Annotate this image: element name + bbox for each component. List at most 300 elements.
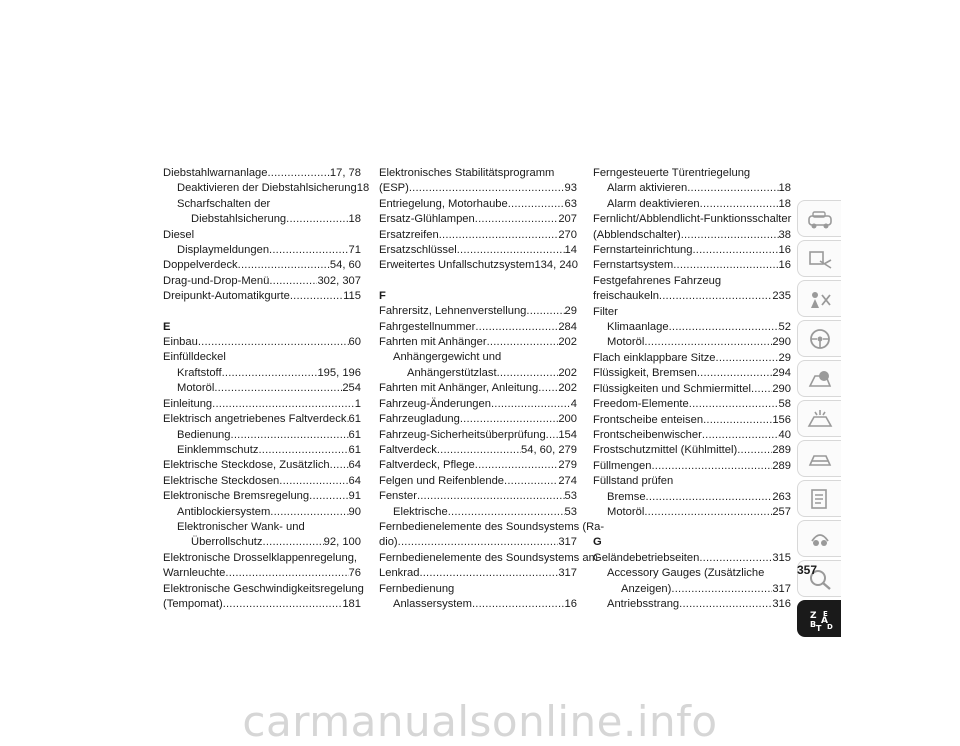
index-entry <box>163 258 361 273</box>
index-entry-page: 16 <box>778 259 791 272</box>
index-section-letter: E <box>163 320 171 333</box>
index-entry-heading: Elektronisches Stabilitätsprogramm <box>379 167 555 179</box>
index-entry-label: Alarm deaktivieren <box>607 197 700 210</box>
index-entry-heading: Festgefahrenes Fahrzeug <box>593 274 722 287</box>
index-entry-page: 317 <box>558 567 577 580</box>
index-entry <box>379 258 577 273</box>
chapter-tab[interactable] <box>797 200 841 237</box>
index-entry-page: 90 <box>348 505 361 518</box>
index-entry-label: Ersatzschlüssel <box>379 244 457 257</box>
index-section-letter: F <box>379 289 386 302</box>
index-entry-label: Frontscheibenwischer <box>593 428 702 441</box>
index-entry <box>593 428 791 443</box>
instrument-cluster-icon <box>806 247 834 271</box>
index-entry-label: (ESP) <box>379 182 409 195</box>
index-entry-label: Fahrzeug-Änderungen <box>379 397 491 410</box>
index-entry-label: Fenster <box>379 490 417 503</box>
dot-leader <box>644 505 772 520</box>
index-entry-heading: Füllstand prüfen <box>593 475 674 488</box>
dot-leader <box>290 289 343 304</box>
index-entry <box>379 366 577 381</box>
dot-leader <box>679 597 772 612</box>
index-entry-label: Bedienung <box>177 428 231 441</box>
index-entry <box>379 304 577 319</box>
index-entry-page: 202 <box>558 366 577 379</box>
dot-leader <box>737 443 772 458</box>
index-entry-label: Flüssigkeiten und Schmiermittel <box>593 382 751 395</box>
index-entry-page: 71 <box>348 244 361 257</box>
dot-leader <box>225 566 348 581</box>
index-entry <box>163 243 361 258</box>
index-entry <box>379 458 577 473</box>
index-entry-label: Motoröl <box>177 382 215 395</box>
index-entry <box>379 243 577 258</box>
index-entry-page: 181 <box>342 597 361 610</box>
chapter-tab[interactable] <box>797 360 841 397</box>
index-entry-label: Diebstahlsicherung <box>191 213 287 226</box>
index-entry-label: Alarm aktivieren <box>607 182 688 195</box>
index-entry-label: Drag-und-Drop-Menü <box>163 274 270 287</box>
index-entry-page: 63 <box>564 197 577 210</box>
index-entry-page: 274 <box>558 474 577 487</box>
dot-leader <box>198 335 349 350</box>
index-entry-page: 294 <box>772 367 791 380</box>
index-entry-page: 54, 60, 279 <box>521 443 577 456</box>
index-entry-heading: Filter <box>593 305 618 318</box>
index-entry-label: Fahrzeug-Sicherheitsüberprüfung <box>379 428 546 441</box>
index-entry-page: 115 <box>343 290 361 303</box>
dot-leader <box>279 474 348 489</box>
index-entry <box>163 366 361 381</box>
index-entry-page: 64 <box>348 474 361 487</box>
index-entry <box>593 320 791 335</box>
index-entry-label: Faltverdeck, Pflege <box>379 459 475 472</box>
index-entry-page: 38 <box>778 228 791 241</box>
index-entry-label: Deaktivieren der Diebstahlsicherung <box>177 182 357 195</box>
index-entry <box>379 197 577 212</box>
svg-text:A: A <box>820 615 828 626</box>
chapter-tab[interactable] <box>797 280 841 317</box>
index-entry-page: 91 <box>348 490 361 503</box>
multimedia-icon <box>806 527 834 551</box>
dot-leader <box>330 458 349 473</box>
index-entry-label: Füllmengen <box>593 459 652 472</box>
index-entry <box>593 228 791 243</box>
index-entry-label: freischaukeln <box>593 290 659 303</box>
index-entry-label: Fahrersitz, Lehnenverstellung <box>379 305 527 318</box>
chapter-tab[interactable] <box>797 240 841 277</box>
index-entry <box>379 489 577 504</box>
dot-leader <box>644 335 772 350</box>
index-entry-heading: Fernbedienelemente des Soundsystems (Ra- <box>379 520 605 533</box>
index-entry-page: 279 <box>558 459 577 472</box>
dot-leader <box>716 351 779 366</box>
dot-leader <box>439 228 559 243</box>
index-entry-page: 54, 60 <box>329 259 361 272</box>
watermark: carmanualsonline.info <box>242 697 718 746</box>
dot-leader <box>270 505 348 520</box>
index-entry-label: Fahrzeugladung <box>379 413 460 426</box>
index-entry-page: 40 <box>778 428 791 441</box>
index-entry <box>593 181 791 196</box>
index-entry <box>379 443 577 458</box>
index-entry <box>163 381 361 396</box>
index-entry-heading: Scharfschalten der <box>177 197 271 210</box>
index-entry-label: Freedom-Elemente <box>593 398 689 411</box>
index-entry-heading: Elektronische Drosselklappenregelung, <box>163 551 358 564</box>
index-entry-label: Fernstartsystem <box>593 259 674 272</box>
index-entry-page: 317 <box>558 536 577 549</box>
dot-leader <box>659 289 772 304</box>
index-entry-page: 93 <box>564 182 577 195</box>
chapter-tab[interactable] <box>797 320 841 357</box>
dot-leader <box>538 381 558 396</box>
index-entry-heading: Diesel <box>163 228 195 241</box>
index-entry-label: (Abblendschalter) <box>593 228 681 241</box>
index-entry-page: 289 <box>772 444 791 457</box>
index-entry-label: Anlassersystem <box>393 597 472 610</box>
index-entry-label: Felgen und Reifenblende <box>379 474 505 487</box>
dot-leader <box>526 304 564 319</box>
dot-leader <box>457 243 565 258</box>
index-entry-label: dio) <box>379 536 398 549</box>
safety-icon <box>806 367 834 391</box>
index-entry <box>163 335 361 350</box>
dot-leader <box>700 197 779 212</box>
index-entry-label: Elektrische <box>393 505 448 518</box>
index-entry <box>163 458 361 473</box>
index-entry-page: 257 <box>772 505 791 518</box>
index-entry-page: 29 <box>778 351 791 364</box>
dot-leader <box>681 228 779 243</box>
dot-leader <box>448 505 565 520</box>
index-entry-page: 202 <box>558 382 577 395</box>
index-entry <box>163 474 361 489</box>
index-entry-page: 16 <box>564 597 577 610</box>
index-entry-label: Fahrgestellnummer <box>379 320 476 333</box>
dot-leader <box>286 212 348 227</box>
index-entry-page: 18 <box>778 182 791 195</box>
index-entry-label: Displaymeldungen <box>177 244 270 257</box>
index-entry-page: 235 <box>772 290 791 303</box>
dot-leader <box>419 566 558 581</box>
index-entry-page: 316 <box>772 597 791 610</box>
index-entry-page: 207 <box>558 213 577 226</box>
index-entry <box>379 397 577 412</box>
index-entry-heading: Fernlicht/Abblendlicht-Funktionsschalter <box>593 213 792 226</box>
index-entry-heading: Ferngesteuerte Türentriegelung <box>593 167 751 179</box>
dot-leader <box>475 458 559 473</box>
index-entry-label: Dreipunkt-Automatikgurte <box>163 290 290 303</box>
index-entry-label: Motoröl <box>607 336 645 349</box>
index-entry <box>593 366 791 381</box>
dot-leader <box>472 597 565 612</box>
index-entry-page: 4 <box>570 397 577 410</box>
dot-leader <box>497 366 559 381</box>
index-entry-page: 61 <box>348 443 361 456</box>
chapter-tab[interactable] <box>797 480 841 517</box>
dot-leader <box>398 535 559 550</box>
index-entry-heading: Einfülldeckel <box>163 351 226 364</box>
index-entry-page: 154 <box>558 428 577 441</box>
index-entry-page: 53 <box>564 505 577 518</box>
index-entry <box>379 212 577 227</box>
index-entry-page: 17, 78 <box>329 167 361 179</box>
dot-leader <box>546 428 559 443</box>
index-entry-label: (Tempomat) <box>163 597 223 610</box>
index-entry <box>163 505 361 520</box>
dot-leader <box>703 413 772 428</box>
dot-leader <box>222 366 318 381</box>
index-entry-page: 202 <box>558 336 577 349</box>
index-entry <box>379 381 577 396</box>
index-entry-label: Antiblockiersystem <box>177 505 271 518</box>
index-entry-page: 76 <box>348 567 361 580</box>
index-entry-heading: Elektronische Geschwindigkeitsregelung <box>163 582 364 595</box>
index-entry-label: Flüssigkeit, Bremsen <box>593 367 697 380</box>
index-entry-page: 29 <box>564 305 577 318</box>
dot-leader <box>409 181 565 196</box>
index-entry <box>593 459 791 474</box>
svg-text:E: E <box>822 609 828 618</box>
index-entry <box>163 535 361 550</box>
index-entry <box>593 490 791 505</box>
index-entry-label: Frostschutzmittel (Kühlmittel) <box>593 444 738 457</box>
index-entry-page: 195, 196 <box>317 366 361 379</box>
index-entry <box>163 566 361 581</box>
index-entry-page: 18 <box>348 213 361 226</box>
index-entry-page: 317 <box>772 582 791 595</box>
chapter-tab[interactable] <box>797 400 841 437</box>
index-entry <box>379 320 577 335</box>
index-column-1 <box>163 166 370 612</box>
index-entry <box>593 505 791 520</box>
index-entry-label: Flach einklappbare Sitze <box>593 351 716 364</box>
index-entry <box>593 597 791 612</box>
index-entry <box>379 566 577 581</box>
index-entry-label: Bremse <box>607 490 646 503</box>
dot-leader <box>269 274 317 289</box>
index-entry-label: Überrollschutz <box>191 536 263 549</box>
index-entry <box>163 212 361 227</box>
dot-leader <box>263 535 324 550</box>
index-entry <box>379 181 577 196</box>
introduction-icon <box>806 207 834 231</box>
index-entry <box>379 228 577 243</box>
index-entry-page: 18 <box>778 197 791 210</box>
index-entry <box>593 351 791 366</box>
index-entry <box>163 181 370 196</box>
index-entry-page: 290 <box>772 336 791 349</box>
specifications-icon <box>806 487 834 511</box>
svg-text:Z: Z <box>809 610 817 621</box>
index-entry-page: 254 <box>342 382 361 395</box>
dot-leader <box>673 258 778 273</box>
index-entry-label: Elektrische Steckdose, Zusätzlich <box>163 459 330 472</box>
index-entry-label: Einbau <box>163 336 198 349</box>
index-entry-page: 58 <box>778 398 791 411</box>
index-entry-label: Erweitertes Unfallschutzsystem <box>379 259 535 272</box>
index-entry-label: Warnleuchte <box>163 567 226 580</box>
dot-leader <box>669 320 779 335</box>
index-entry <box>593 582 791 597</box>
dot-leader <box>751 382 772 397</box>
dot-leader <box>437 443 521 458</box>
dot-leader <box>697 366 772 381</box>
index-entry <box>163 443 361 458</box>
index-entry <box>379 535 577 550</box>
dot-leader <box>231 428 349 443</box>
index-entry <box>593 335 791 350</box>
chapter-tab[interactable] <box>797 600 841 637</box>
index-entry <box>379 505 577 520</box>
svg-text:T: T <box>815 623 821 631</box>
index-entry-page: 200 <box>558 413 577 426</box>
index-entry-heading: Fernbedienelemente des Soundsystems am <box>379 551 598 564</box>
index-entry-page: 284 <box>558 320 577 333</box>
index-entry-label: Kraftstoff <box>177 366 222 379</box>
index-entry <box>379 597 577 612</box>
index-entry-label: Diebstahlwarnanlage <box>163 167 268 179</box>
index-entry-label: Ersatzreifen <box>379 228 439 241</box>
index-entry-label: Motoröl <box>607 505 645 518</box>
dot-leader <box>309 489 348 504</box>
dot-leader <box>646 490 773 505</box>
index-entry-label: Doppelverdeck <box>163 259 238 272</box>
index-entry <box>163 597 361 612</box>
features-icon <box>806 287 834 311</box>
index-entry-heading: Accessory Gauges (Zusätzliche <box>607 567 765 580</box>
index-entry-heading: Elektronischer Wank- und <box>177 520 305 533</box>
index-entry <box>593 243 791 258</box>
dot-leader <box>689 397 779 412</box>
index-entry-label: Einklemmschutz <box>177 443 259 456</box>
index-entry-page: 61 <box>348 413 361 426</box>
dot-leader <box>504 474 558 489</box>
dot-leader <box>651 459 772 474</box>
chapter-tab[interactable] <box>797 440 841 477</box>
index-entry <box>163 428 361 443</box>
index-column-3 <box>593 166 791 612</box>
dot-leader <box>212 397 355 412</box>
index-entry-label: Anzeigen) <box>621 582 672 595</box>
dot-leader <box>223 597 343 612</box>
index-entry-page: 134, 240 <box>534 259 578 272</box>
dot-leader <box>508 197 565 212</box>
index-entry-page: 14 <box>564 244 577 257</box>
index-entry-label: Fahrten mit Anhänger, Anleitung <box>379 382 539 395</box>
index-entry-label: Antriebsstrang <box>607 597 680 610</box>
dot-leader <box>460 412 558 427</box>
index-entry-page: 156 <box>772 413 791 426</box>
index-entry-page: 315 <box>772 551 791 564</box>
index-entry-page: 16 <box>778 244 791 257</box>
index-entry <box>163 412 361 427</box>
svg-text:B: B <box>809 619 816 629</box>
index-entry-label: Ersatz-Glühlampen <box>379 213 475 226</box>
index-entry <box>593 397 791 412</box>
index-entry <box>163 489 361 504</box>
index-entry <box>379 335 577 350</box>
index-entry-label: Elektrisch angetriebenes Faltverdeck <box>163 413 347 426</box>
dot-leader <box>214 381 342 396</box>
index-entry <box>163 274 361 289</box>
index-entry-page: 18 <box>356 182 370 195</box>
index-entry-label: Anhängerstützlast <box>407 366 497 379</box>
index-entry-page: 64 <box>348 459 361 472</box>
index-entry-label: Elektrische Steckdosen <box>163 474 280 487</box>
index-entry-label: Fahrten mit Anhänger <box>379 336 487 349</box>
index-entry-label: Geländebetriebseiten <box>593 551 700 564</box>
dot-leader <box>699 551 772 566</box>
index-icon <box>806 607 834 631</box>
index-entry-page: 302, 307 <box>317 274 361 287</box>
dot-leader <box>238 258 330 273</box>
index-entry <box>593 443 791 458</box>
index-entry <box>379 412 577 427</box>
index-entry-label: Klimaanlage <box>607 321 669 334</box>
index-entry-label: Frontscheibe enteisen <box>593 413 704 426</box>
index-entry-heading: Anhängergewicht und <box>393 351 502 364</box>
index-entry-page: 61 <box>348 428 361 441</box>
dot-leader <box>475 320 558 335</box>
index-entry <box>593 258 791 273</box>
servicing-icon <box>806 447 834 471</box>
index-entry-page: 1 <box>354 397 361 410</box>
dot-leader <box>269 243 349 258</box>
index-entry <box>379 428 577 443</box>
dot-leader <box>687 181 778 196</box>
svg-text:D: D <box>826 622 833 631</box>
index-entry-page: 263 <box>772 490 791 503</box>
index-entry-label: Elektronische Bremsregelung <box>163 490 310 503</box>
driving-icon <box>806 327 834 351</box>
dot-leader <box>702 428 779 443</box>
dot-leader <box>267 166 329 181</box>
index-entry-page: 290 <box>772 382 791 395</box>
dot-leader <box>258 443 348 458</box>
index-entry-page: 60 <box>348 336 361 349</box>
index-entry-page: 289 <box>772 459 791 472</box>
emergency-icon <box>806 407 834 431</box>
page-number: 357 <box>797 563 818 577</box>
index-entry <box>593 382 791 397</box>
dot-leader <box>417 489 565 504</box>
dot-leader <box>693 243 779 258</box>
index-entry-page: 92, 100 <box>323 536 361 549</box>
index-entry <box>379 474 577 489</box>
index-section-letter: G <box>593 536 602 549</box>
dot-leader <box>491 397 571 412</box>
index-entry-page: 270 <box>558 228 577 241</box>
chapter-tab[interactable] <box>797 520 841 557</box>
index-entry-page: 53 <box>564 490 577 503</box>
index-entry <box>163 166 361 181</box>
index-entry <box>593 289 791 304</box>
index-entry-label: Entriegelung, Motorhaube <box>379 197 508 210</box>
index-entry-label: Faltverdeck <box>379 443 437 456</box>
index-entry <box>163 397 361 412</box>
dot-leader <box>671 582 772 597</box>
index-entry <box>593 413 791 428</box>
index-entry <box>593 551 791 566</box>
index-entry-label: Lenkrad <box>379 567 420 580</box>
index-entry <box>163 289 361 304</box>
dot-leader <box>487 335 559 350</box>
index-entry-heading: Fernbedienung <box>379 582 455 595</box>
index-column-2 <box>379 166 605 612</box>
dot-leader <box>475 212 559 227</box>
